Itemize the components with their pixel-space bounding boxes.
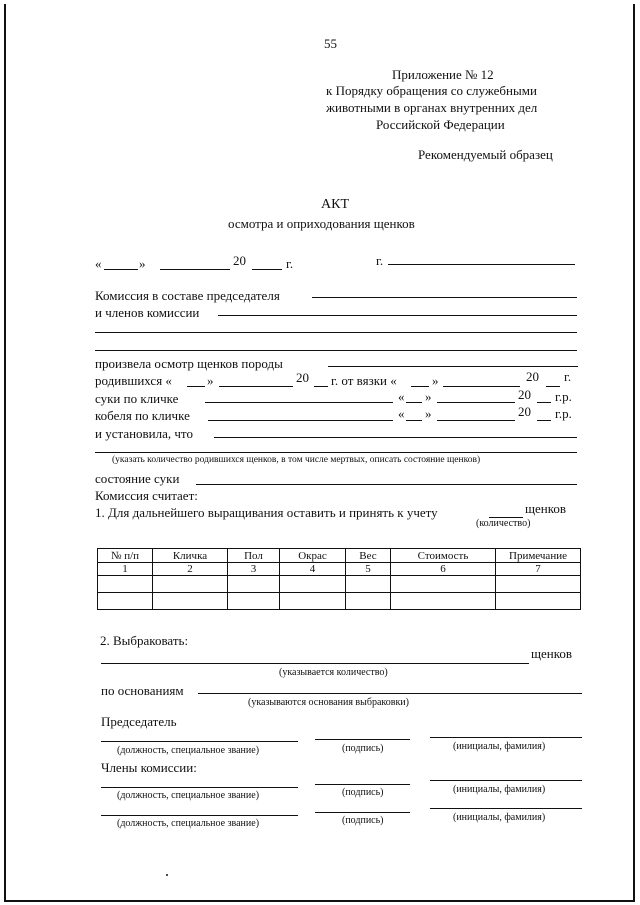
member1-signature-blank[interactable] — [315, 784, 410, 785]
year-suffix: г. — [286, 256, 294, 271]
dog-quote-open: « — [398, 406, 405, 421]
member2-name-hint: (инициалы, фамилия) — [453, 812, 546, 823]
table-cell[interactable] — [98, 576, 153, 593]
table-number-cell: 1 — [98, 563, 153, 576]
members-blank-3[interactable] — [95, 350, 577, 351]
appendix-line-1: Приложение № 12 — [392, 67, 494, 82]
member2-signature-hint: (подпись) — [342, 815, 384, 826]
mating-year-suffix: г. — [564, 369, 572, 384]
dog-year-blank[interactable] — [537, 420, 551, 421]
table-cell[interactable] — [153, 593, 228, 610]
mating-label: г. от вязки « — [331, 373, 397, 388]
table-number-cell: 7 — [496, 563, 581, 576]
keep-puppies-word: щенков — [525, 501, 567, 516]
month-blank[interactable] — [160, 269, 230, 270]
bitch-quote-open: « — [398, 389, 405, 404]
table-cell[interactable] — [346, 593, 391, 610]
table-number-cell: 2 — [153, 563, 228, 576]
dog-month-blank[interactable] — [437, 420, 515, 421]
page-number: 55 — [324, 36, 337, 51]
bitch-name-blank[interactable] — [205, 402, 393, 403]
dog-year-prefix: 20 — [518, 404, 531, 419]
date-quote-open: « — [95, 256, 102, 271]
member1-position-hint: (должность, специальное звание) — [117, 790, 260, 801]
page-border-right — [633, 4, 635, 901]
members-blank[interactable] — [218, 315, 577, 316]
table-cell[interactable] — [280, 576, 346, 593]
member2-name-blank[interactable] — [430, 808, 582, 809]
member2-position-hint: (должность, специальное звание) — [117, 818, 260, 829]
appendix-line-2: к Порядку обращения со служебными — [326, 83, 537, 98]
year-blank[interactable] — [252, 269, 282, 270]
bitch-state-blank[interactable] — [196, 484, 577, 485]
chair-blank[interactable] — [312, 297, 577, 298]
table-header-cell: Вес — [346, 549, 391, 563]
member1-position-blank[interactable] — [101, 787, 298, 788]
table-cell[interactable] — [496, 576, 581, 593]
document-title: АКТ — [321, 197, 349, 212]
table-number-row — [98, 563, 581, 576]
keep-item-label: 1. Для дальнейшего выращивания оставить и принять к учету — [95, 505, 438, 520]
keep-count-hint: (количество) — [476, 518, 531, 529]
date-quote-close: » — [139, 256, 146, 271]
puppies-table — [97, 548, 581, 610]
chairman-label: Председатель — [101, 714, 177, 729]
table-cell[interactable] — [391, 576, 496, 593]
scan-speck — [166, 874, 168, 876]
grounds-blank[interactable] — [198, 693, 582, 694]
bitch-year-prefix: 20 — [518, 387, 531, 402]
page-border-bottom — [4, 900, 635, 902]
table-header-cell: Стоимость — [391, 549, 496, 563]
members-label: Члены комиссии: — [101, 760, 197, 775]
dog-quote-close: » — [425, 406, 432, 421]
born-year-prefix: 20 — [296, 370, 309, 385]
member1-signature-hint: (подпись) — [342, 787, 384, 798]
member2-signature-blank[interactable] — [315, 812, 410, 813]
mating-quote-close: » — [432, 373, 439, 388]
appendix-line-3: животными в органах внутренних дел — [326, 100, 538, 115]
mating-year-prefix: 20 — [526, 369, 539, 384]
bitch-quote-close: » — [425, 389, 432, 404]
born-quote-close: » — [207, 373, 214, 388]
puppies-description-hint: (указать количество родившихся щенков, в том числе мертвых, описать состояние щенков) — [112, 455, 481, 465]
cull-count-blank[interactable] — [101, 663, 529, 664]
bitch-state-label: состояние суки — [95, 471, 180, 486]
member1-name-hint: (инициалы, фамилия) — [453, 784, 546, 795]
document-subtitle: осмотра и оприходования щенков — [228, 216, 415, 231]
table-number-cell: 4 — [280, 563, 346, 576]
table-cell[interactable] — [153, 576, 228, 593]
table-cell[interactable] — [346, 576, 391, 593]
commission-members-label: и членов комиссии — [95, 305, 200, 320]
bitch-gr: г.р. — [555, 389, 572, 404]
chair-position-hint: (должность, специальное звание) — [117, 745, 260, 756]
born-year-blank[interactable] — [314, 386, 328, 387]
mating-month-blank[interactable] — [443, 386, 520, 387]
mating-year-blank[interactable] — [546, 386, 560, 387]
cull-count-hint: (указывается количество) — [279, 667, 388, 678]
found-label: и установила, что — [95, 426, 193, 441]
appendix-line-4: Российской Федерации — [376, 117, 505, 132]
bitch-year-blank[interactable] — [537, 402, 551, 403]
bitch-month-blank[interactable] — [437, 402, 515, 403]
breed-blank[interactable] — [328, 366, 578, 367]
member1-name-blank[interactable] — [430, 780, 582, 781]
table-cell[interactable] — [228, 576, 280, 593]
recommended-sample: Рекомендуемый образец — [418, 147, 553, 162]
cull-puppies-word: щенков — [531, 646, 573, 661]
day-blank[interactable] — [104, 269, 138, 270]
found-blank[interactable] — [214, 437, 577, 438]
bitch-name-label: суки по кличке — [95, 391, 179, 406]
table-row[interactable] — [98, 576, 581, 593]
chair-name-hint: (инициалы, фамилия) — [453, 741, 546, 752]
table-cell[interactable] — [228, 593, 280, 610]
commission-considers: Комиссия считает: — [95, 488, 198, 503]
found-blank-2[interactable] — [95, 452, 577, 453]
year-prefix: 20 — [233, 253, 246, 268]
chair-signature-hint: (подпись) — [342, 743, 384, 754]
city-blank[interactable] — [388, 264, 575, 265]
bitch-day-blank[interactable] — [406, 402, 422, 403]
table-cell[interactable] — [391, 593, 496, 610]
born-month-blank[interactable] — [219, 386, 293, 387]
table-header-cell: Кличка — [153, 549, 228, 563]
breed-label: произвела осмотр щенков породы — [95, 356, 283, 371]
table-cell[interactable] — [496, 593, 581, 610]
dog-day-blank[interactable] — [406, 420, 422, 421]
chair-position-blank[interactable] — [101, 741, 298, 742]
table-header-cell: № п/п — [98, 549, 153, 563]
table-header-cell: Окрас — [280, 549, 346, 563]
chair-name-blank[interactable] — [430, 737, 582, 738]
dog-name-blank[interactable] — [208, 420, 393, 421]
born-day-blank[interactable] — [187, 386, 205, 387]
table-number-cell: 3 — [228, 563, 280, 576]
table-number-cell: 6 — [391, 563, 496, 576]
mating-day-blank[interactable] — [411, 386, 429, 387]
chair-signature-blank[interactable] — [315, 739, 410, 740]
members-blank-2[interactable] — [95, 332, 577, 333]
commission-chair-label: Комиссия в составе председателя — [95, 288, 280, 303]
table-header-cell: Пол — [228, 549, 280, 563]
page-border-left — [4, 4, 6, 901]
dog-name-label: кобеля по кличке — [95, 408, 190, 423]
table-cell[interactable] — [98, 593, 153, 610]
grounds-label: по основаниям — [101, 683, 184, 698]
table-row[interactable] — [98, 593, 581, 610]
table-cell[interactable] — [280, 593, 346, 610]
table-header-cell: Примечание — [496, 549, 581, 563]
table-number-cell: 5 — [346, 563, 391, 576]
born-label: родившихся « — [95, 373, 172, 388]
cull-label: 2. Выбраковать: — [100, 633, 189, 648]
table-header-row — [98, 549, 581, 563]
dog-gr: г.р. — [555, 406, 572, 421]
city-prefix: г. — [376, 253, 384, 268]
grounds-hint: (указываются основания выбраковки) — [248, 697, 409, 708]
member2-position-blank[interactable] — [101, 815, 298, 816]
